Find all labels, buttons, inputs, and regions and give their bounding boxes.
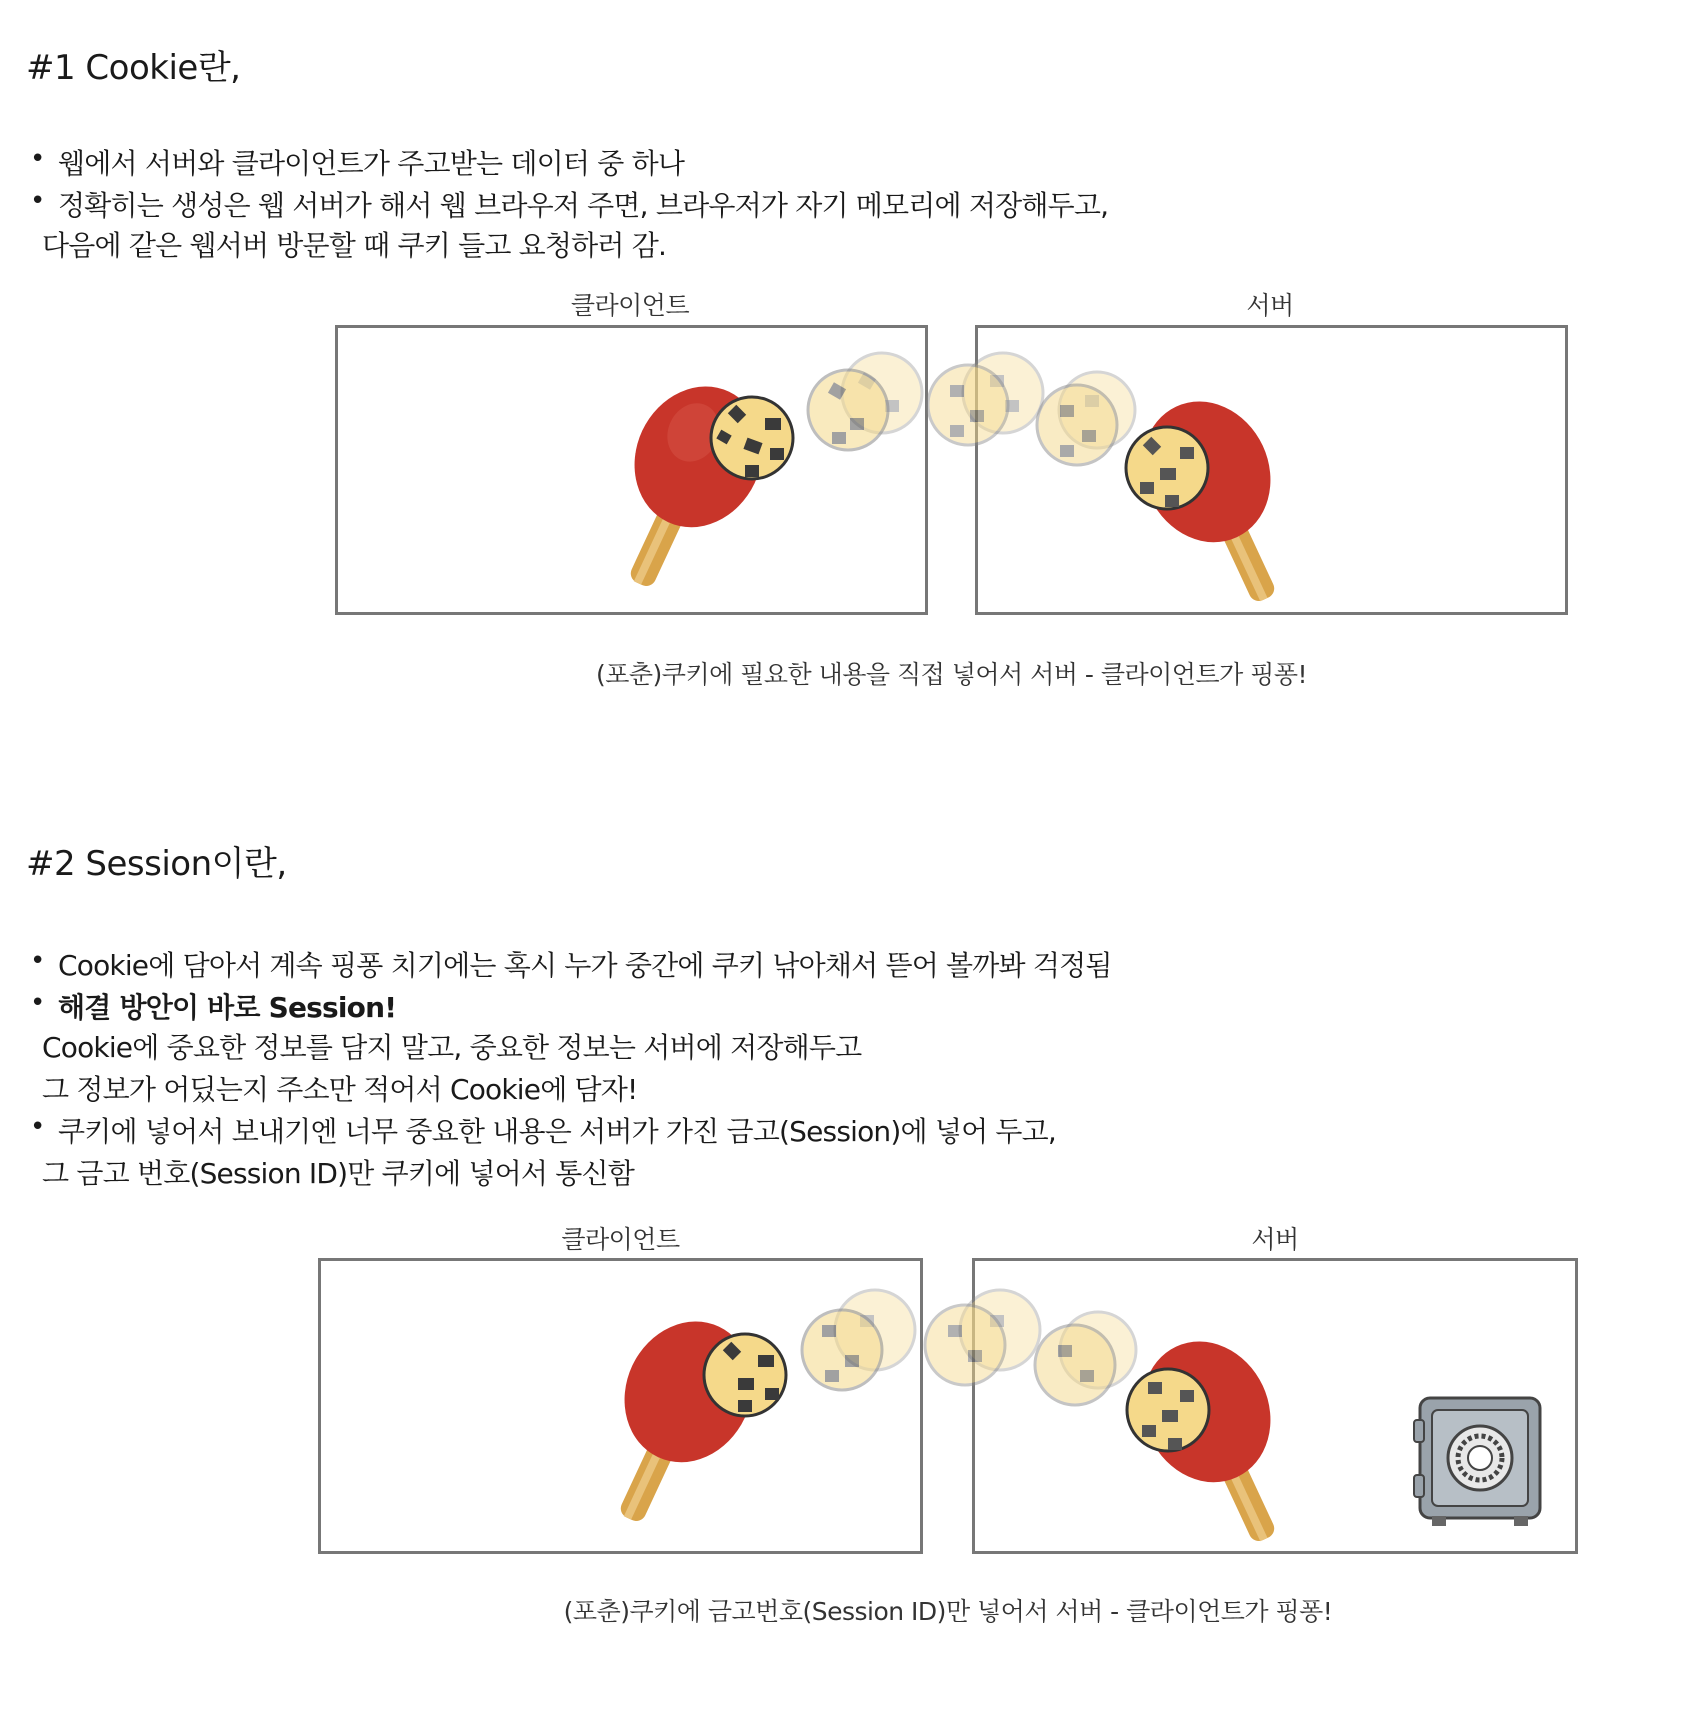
server-label: 서버 (1246, 291, 1294, 320)
section1-bullet-2-continuation: 다음에 같은 웹서버 방문할 때 쿠키 들고 요청하러 감. (42, 229, 667, 262)
diagram-caption: (포춘)쿠키에 금고번호(Session ID)만 넣어서 서버 - 클라이언트가 핑퐁! (563, 1597, 1333, 1626)
section2-bullet-3: 쿠키에 넣어서 보내기엔 너무 중요한 내용은 서버가 가진 금고(Session)에 넣어 두고, (58, 1115, 1057, 1148)
section2-bullet-2-line2: Cookie에 중요한 정보를 담지 말고, 중요한 정보는 서버에 저장해두고 (42, 1031, 862, 1064)
cookie-icon (925, 1305, 1005, 1385)
safe-icon (1414, 1398, 1540, 1526)
client-label: 클라이언트 (561, 1225, 680, 1254)
cookie-icon (1035, 1325, 1115, 1405)
bullet-dot: • (30, 186, 46, 216)
server-label: 서버 (1251, 1225, 1299, 1254)
section1-heading: #1 Cookie란, (26, 48, 241, 88)
bullet-dot: • (30, 946, 46, 976)
cookie-icon (704, 1334, 786, 1416)
section1-bullet-2: 정확히는 생성은 웹 서버가 해서 웹 브라우저 주면, 브라우저가 자기 메모리에 저장해두고, (58, 189, 1109, 222)
cookie-icon (1127, 1369, 1209, 1451)
section2-bullet-1: Cookie에 담아서 계속 핑퐁 치기에는 혹시 누가 중간에 쿠키 낚아채서 뜯어 볼까봐 걱정됨 (58, 949, 1112, 982)
section2-bullet-2-title: 해결 방안이 바로 Session! (58, 991, 397, 1024)
client-label: 클라이언트 (570, 291, 690, 320)
section2-bullet-3-line2: 그 금고 번호(Session ID)만 쿠키에 넣어서 통신함 (42, 1157, 635, 1190)
cookie-icon (802, 1310, 882, 1390)
bullet-dot: • (30, 1112, 46, 1142)
section2-heading: #2 Session이란, (26, 844, 287, 884)
section1-bullet-1: 웹에서 서버와 클라이언트가 주고받는 데이터 중 하나 (58, 147, 685, 180)
section2-bullet-2-line3: 그 정보가 어딨는지 주소만 적어서 Cookie에 담자! (42, 1073, 638, 1106)
bullet-dot: • (30, 988, 46, 1018)
bullet-dot: • (30, 144, 46, 174)
diagram-caption: (포춘)쿠키에 필요한 내용을 직접 넣어서 서버 - 클라이언트가 핑퐁! (595, 660, 1308, 689)
